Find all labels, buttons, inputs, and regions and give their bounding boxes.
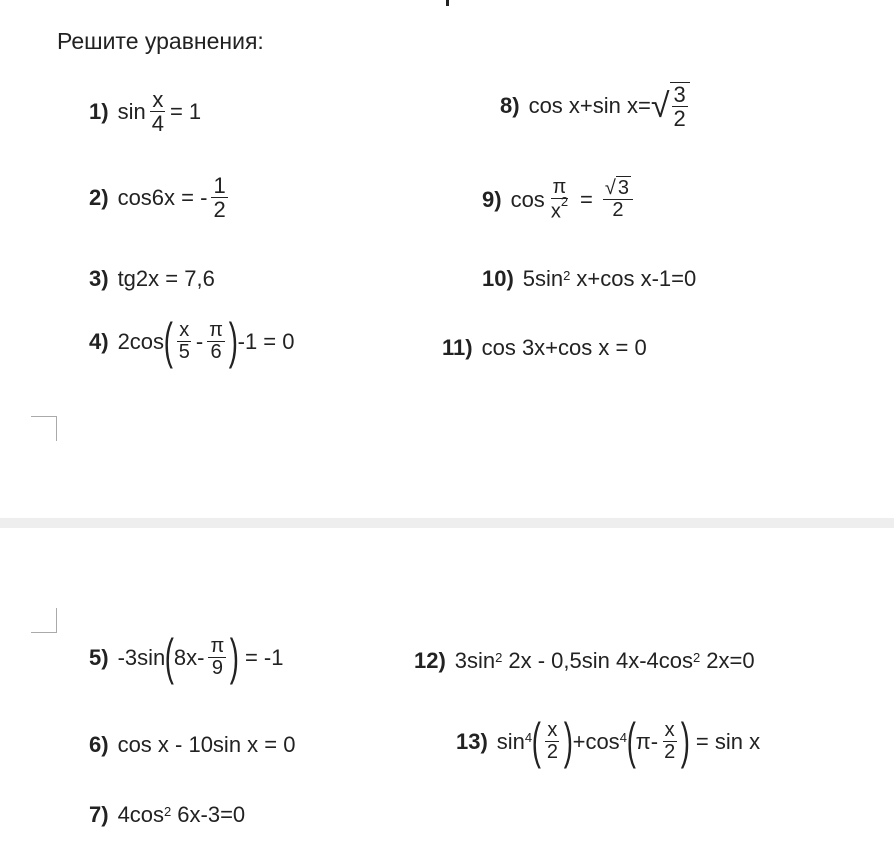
denominator: 9: [211, 657, 223, 679]
equation-3: [89, 268, 215, 290]
expr-part: 8x-: [173, 644, 205, 670]
expr-part: 2cos: [117, 328, 165, 354]
equation-8: [500, 82, 690, 130]
task-title: Решите уравнения:: [57, 28, 264, 54]
right-paren: ): [680, 713, 691, 769]
expr-part: = 1: [169, 98, 202, 124]
expr-part: cos 3x+cos x = 0: [481, 335, 647, 360]
radicand: 3: [617, 177, 630, 200]
numerator: x: [179, 319, 190, 341]
equation-4: [89, 313, 295, 369]
radicand: [670, 82, 690, 130]
expr-part: cos: [510, 186, 545, 212]
expr-part: -3sin: [117, 644, 166, 670]
equation-number: 1): [89, 98, 109, 124]
page-two: [0, 528, 894, 853]
fraction: [211, 174, 227, 221]
exponent: 2: [560, 194, 569, 209]
equation-number: 13): [456, 728, 488, 754]
equation-number: 6): [89, 732, 109, 757]
denominator: 2: [673, 106, 686, 132]
equation-number: 3): [89, 266, 109, 291]
equation-1: [89, 88, 201, 135]
page-separator: [0, 518, 894, 528]
numerator: 1: [213, 173, 226, 198]
numerator: π: [210, 635, 225, 657]
denominator: [549, 194, 570, 223]
fraction: [672, 83, 688, 130]
exponent: 2: [563, 267, 571, 283]
equation-number: 8): [500, 93, 520, 119]
exponent: 2: [495, 649, 503, 665]
exponent: 2: [693, 649, 701, 665]
denominator: 2: [213, 197, 226, 223]
left-paren: (: [164, 629, 175, 685]
expr-part: cos x - 10sin x = 0: [117, 732, 296, 757]
numerator: x: [152, 87, 164, 112]
expr-part: cos x+sin x=: [528, 93, 651, 119]
numerator: π: [552, 176, 567, 198]
expr-part: 6x-3=0: [177, 802, 246, 827]
expr-part: 4cos: [117, 802, 165, 827]
exponent: 4: [619, 730, 627, 745]
right-paren: ): [228, 313, 238, 369]
equation-5: [89, 629, 284, 685]
expr-part: cos6x = -: [117, 184, 208, 210]
left-paren: (: [531, 713, 542, 769]
expr-part: tg2x = 7,6: [117, 266, 215, 291]
expr-part: 2x=0: [706, 648, 755, 673]
equation-2: [89, 174, 232, 221]
expr-part: -1 = 0: [237, 328, 295, 354]
equation-number: 5): [89, 644, 109, 670]
expr-part: sin: [117, 98, 146, 124]
crop-mark: [31, 608, 57, 633]
radical-sign: √: [604, 177, 616, 200]
equation-number: 2): [89, 184, 109, 210]
expr-part: sin: [496, 728, 525, 754]
equation-6: [89, 734, 295, 756]
fraction: [177, 320, 192, 363]
expr-part: 5sin: [522, 266, 564, 291]
equation-9: [482, 177, 637, 223]
exponent: 4: [524, 730, 533, 745]
left-paren: (: [163, 313, 173, 369]
denominator: 5: [178, 341, 190, 363]
denominator: 2: [546, 741, 558, 763]
expr-part: -: [195, 328, 204, 354]
equation-number: 11): [442, 335, 473, 360]
denominator: 4: [151, 111, 164, 137]
fraction: [549, 177, 570, 223]
fraction: [545, 720, 560, 763]
equation-11: [442, 337, 647, 359]
fraction: [662, 720, 677, 763]
numerator: x: [547, 719, 558, 741]
equation-13: [456, 713, 761, 769]
page-top-mark: [446, 0, 449, 6]
fraction: [208, 636, 226, 679]
square-root: [651, 82, 690, 130]
right-paren: ): [230, 629, 240, 685]
expr-part: π-: [635, 728, 659, 754]
exponent: 2: [164, 803, 172, 819]
equation-number: 10): [482, 266, 514, 291]
equation-number: 7): [89, 802, 109, 827]
expr-part: =: [580, 186, 593, 212]
radical-sign: √: [650, 87, 670, 126]
fraction: [150, 88, 166, 135]
denominator: 6: [210, 341, 222, 363]
right-paren: ): [563, 713, 573, 769]
equation-7: [89, 804, 245, 826]
left-paren: (: [626, 713, 636, 769]
equation-number: 12): [414, 648, 446, 673]
denominator-base: x: [550, 200, 561, 223]
equation-number: 9): [482, 186, 502, 212]
fraction: [207, 320, 225, 363]
numerator: π: [209, 319, 223, 341]
expr-part: 2x - 0,5sin 4x-4cos: [508, 648, 694, 673]
expr-part: = -1: [244, 644, 284, 670]
denominator: 2: [664, 741, 676, 763]
denominator: 2: [612, 199, 624, 222]
equation-number: 4): [89, 328, 109, 354]
numerator: [603, 178, 633, 200]
expr-part: x+cos x-1=0: [576, 266, 697, 291]
equation-10: [482, 268, 696, 290]
expr-part: = sin x: [695, 728, 761, 754]
expr-part: +cos: [572, 728, 620, 754]
numerator: x: [664, 719, 675, 741]
expr-part: 3sin: [454, 648, 496, 673]
crop-mark: [31, 416, 57, 441]
fraction: [603, 178, 633, 221]
equation-12: [414, 650, 755, 672]
numerator: 3: [673, 82, 686, 107]
